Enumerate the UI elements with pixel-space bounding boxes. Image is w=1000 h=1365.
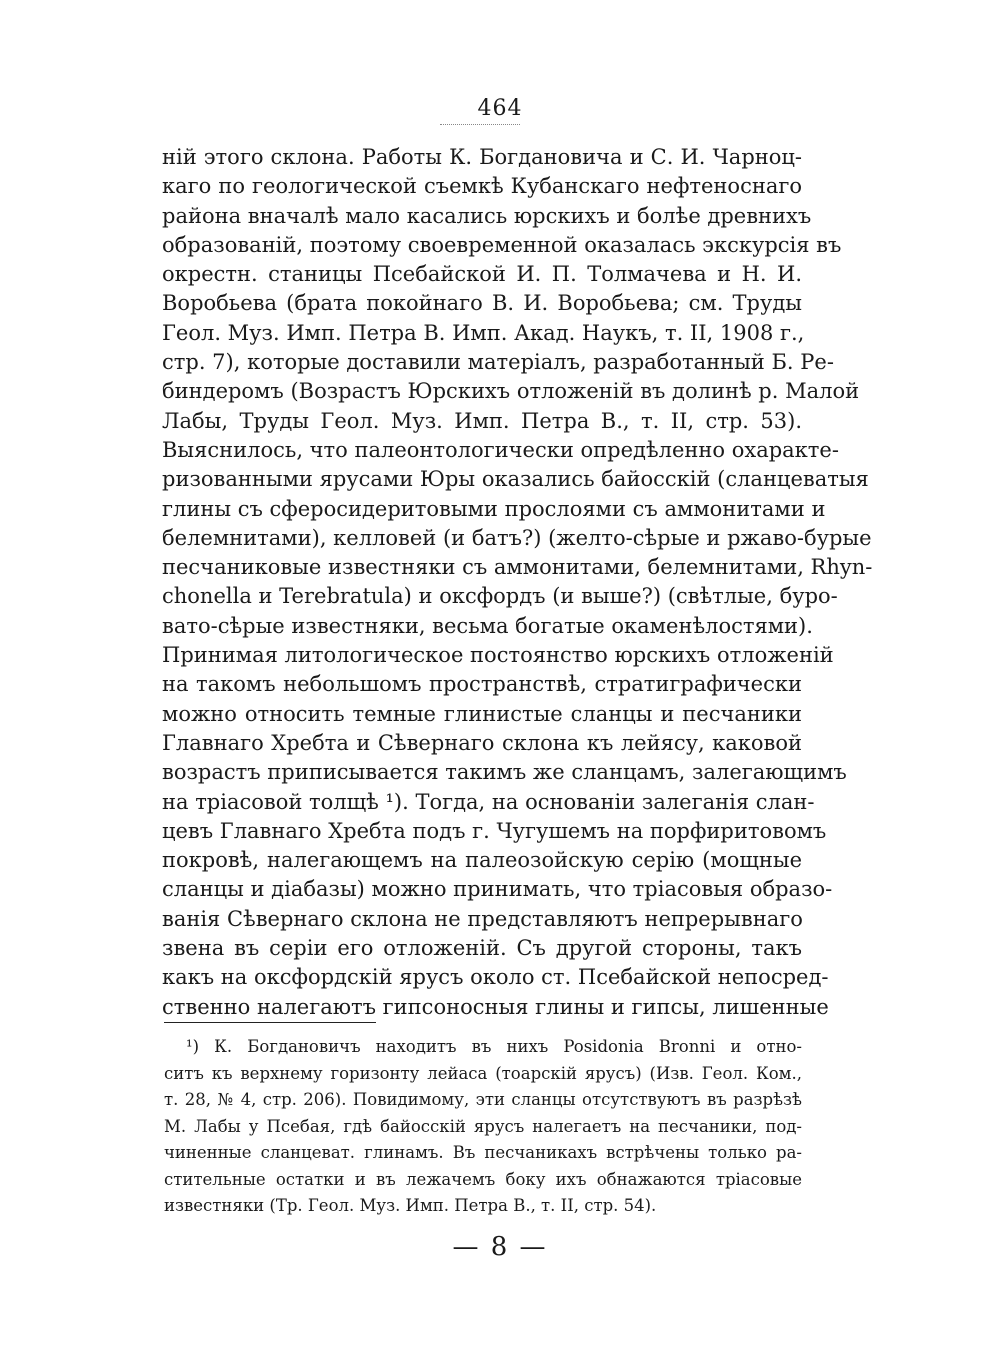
body-line: образованій, поэтому своевременной оказалась экскурсія въ [162, 232, 842, 257]
body-line: ванія Сѣвернаго склона не представляютъ непрерывнаго [162, 906, 803, 931]
body-line: биндеромъ (Возрастъ Юрскихъ отложеній въ долинѣ р. Малой [162, 379, 860, 404]
body-line: ственно налегаютъ гипсоносныя глины и гипсы, лишенные [162, 994, 829, 1019]
body-line: Лабы, Труды Геол. Муз. Имп. Петра В., т. II, стр. 53). [162, 408, 802, 433]
body-line: стр. 7), которые доставили матеріалъ, разработанный Б. Ре- [162, 350, 834, 375]
body-line: цевъ Главнаго Хребта подъ г. Чугушемъ на порфиритовомъ [162, 818, 827, 843]
body-line: звена въ серіи его отложеній. Съ другой стороны, такъ [162, 936, 802, 961]
sheet-number: — 8 — [452, 1232, 548, 1262]
body-line: ризованными ярусами Юры оказались байосскій (сланцеватыя [162, 467, 869, 492]
body-line: Воробьева (брата покойнаго В. И. Воробьева; см. Труды [162, 291, 802, 316]
body-line: сланцы и діабазы) можно принимать, что тріасовыя образо- [162, 877, 833, 902]
body-line: на такомъ небольшомъ пространствѣ, стратиграфически [162, 672, 802, 697]
body-line: chonella и Terebratula) и оксфордъ (и выше?) (свѣтлые, буро- [162, 584, 838, 609]
body-line: ній этого склона. Работы К. Богдановича и С. И. Чарноц- [162, 145, 802, 169]
body-line: Главнаго Хребта и Сѣвернаго склона къ лейясу, каковой [162, 730, 802, 755]
footnote-line: чиненные сланцеват. глинамъ. Въ песчаникахъ встрѣчены только ра- [164, 1143, 802, 1162]
body-text [162, 143, 873, 1022]
body-line: можно относить темные глинистые сланцы и песчаники [162, 701, 802, 726]
body-line: Геол. Муз. Имп. Петра В. Имп. Акад. Наукъ, т. II, 1908 г., [162, 320, 805, 345]
body-line: на тріасовой толщѣ ¹). Тогда, на основаніи залеганія слан- [162, 789, 815, 814]
body-line: окрестн. станицы Псебайской И. П. Толмачева и Н. И. [162, 262, 802, 287]
footnote-line: стительные остатки и въ лежачемъ боку ихъ обнажаются тріасовые [164, 1169, 802, 1189]
body-line: покровѣ, налегающемъ на палеозойскую серію (мощные [162, 848, 802, 873]
footnote-line: ситъ къ верхнему горизонту лейаса (тоарскій ярусъ) (Изв. Геол. Ком., [164, 1063, 802, 1083]
body-line: белемнитами), келловей (и батъ?) (желто-сѣрые и ржаво-бурые [162, 525, 872, 550]
body-line: песчаниковые известняки съ аммонитами, белемнитами, Rhyn- [162, 555, 873, 580]
body-line: каго по геологической съемкѣ Кубанскаго нефтеноснаго [162, 174, 802, 199]
footnote-line: М. Лабы у Псебая, гдѣ байосскій ярусъ налегаетъ на песчаники, под- [164, 1116, 802, 1136]
body-line: Выяснилось, что палеонтологически опредѣленно охаракте- [162, 437, 839, 462]
body-line: возрастъ приписывается такимъ же сланцамъ, залегающимъ [162, 760, 847, 785]
page-number: 464 [477, 96, 523, 121]
body-line: какъ на оксфордскій ярусъ около ст. Псебайской непосред- [162, 965, 829, 990]
footnote-rule [164, 1022, 376, 1023]
body-line: вато-сѣрые известняки, весьма богатые окаменѣлостями). [162, 613, 813, 638]
footnote-line: т. 28, № 4, стр. 206). Повидимому, эти сланцы отсутствуютъ въ разрѣзѣ [164, 1090, 802, 1109]
body-line: глины съ сферосидеритовыми прослоями съ аммонитами и [162, 496, 826, 521]
footnote-line: известняки (Тр. Геол. Муз. Имп. Петра В., т. II, стр. 54). [164, 1196, 657, 1215]
body-line: района вначалѣ мало касались юрскихъ и болѣе древнихъ [162, 203, 812, 228]
footnote-line: ¹) К. Богдановичъ находитъ въ нихъ Posidonia Bronni и отно- [186, 1037, 802, 1056]
body-line: Принимая литологическое постоянство юрскихъ отложеній [162, 643, 834, 668]
footnotes [164, 1034, 802, 1220]
header-rule [440, 124, 520, 125]
